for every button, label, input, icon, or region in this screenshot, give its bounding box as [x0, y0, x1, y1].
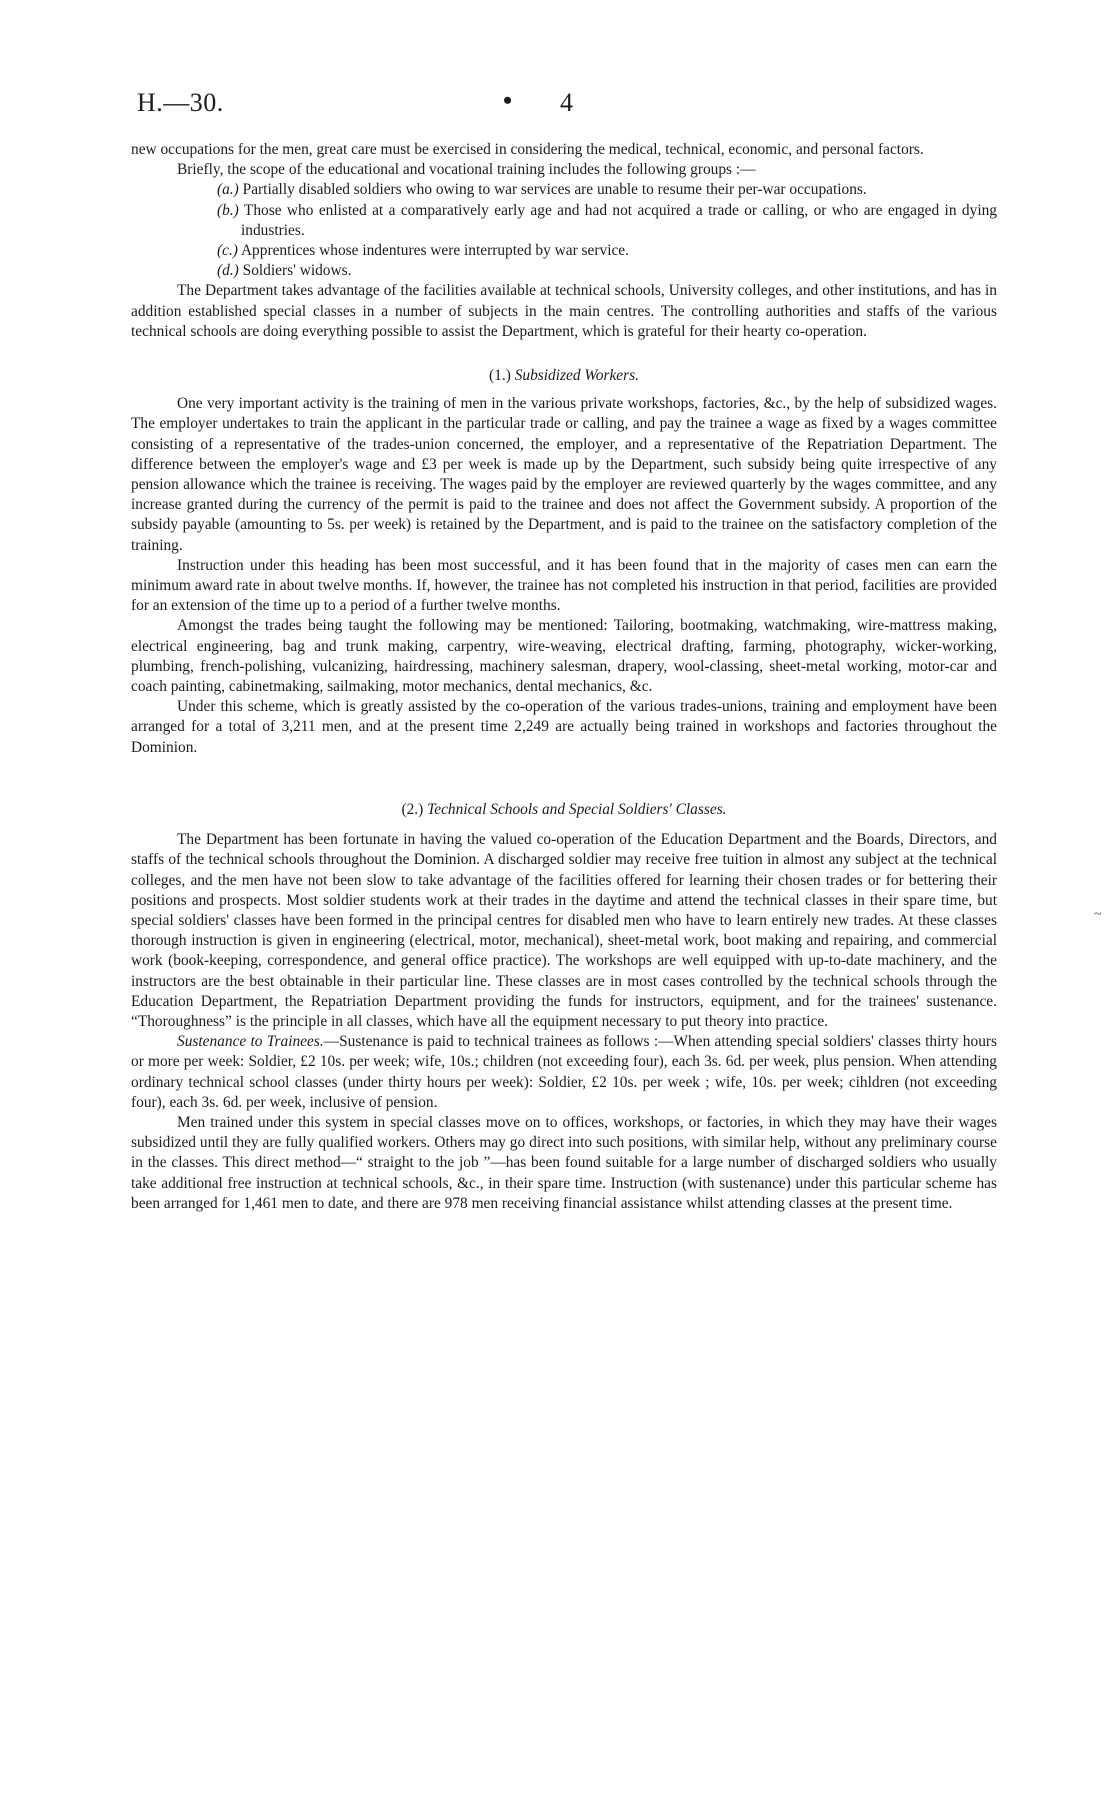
- paragraph: Instruction under this heading has been most successful, and it has been found that in the majority of cases men can earn the minimum award rate in about twelve months. If, however, the trainee has not completed his instruction in that period, facilities are provided for an extension of the time up to a period of a further twelve months.: [131, 556, 997, 615]
- list-text: Partially disabled soldiers who owing to war services are unable to resume their per-war occupations.: [242, 181, 867, 199]
- list-text: Those who enlisted at a comparatively early age and had not acquired a trade or calling, or who are engaged in dying industries.: [241, 201, 997, 239]
- section-title: Subsidized Workers.: [514, 367, 639, 385]
- continuation-paragraph: new occupations for the men, great care must be exercised in considering the medical, technical, economic, and personal factors.: [131, 141, 924, 158]
- paragraph: The Department has been fortunate in having the valued co-operation of the Education Department and the Boards, Directors, and staffs of the technical schools throughout the Dominion. A discharged soldier may receive free tuition in almost any subject at the technical colleges, and the men have not been slow to take advantage of the facilities offered for learning their chosen trades or for bettering their positions and prospects. Most soldier students work at their trades in the daytime and attend the technical classes in their spare time, but special soldiers' classes have been formed in the principal centres for disabled men who have to learn entirely new trades. At these classes thorough instruction is given in engineering (electrical, motor, mechanical), sheet-metal work, boot making and repairing, and commercial work (book-keeping, correspondence, and general office practice). The workshops are well equipped with up-to-date machinery, and the instructors are the best obtainable in their particular line. These classes are in most cases controlled by the technical schools through the Education Department, the Repatriation Department providing the funds for instructors, equipment, and for the trainees' sustenance. “Thoroughness” is the principle in all classes, which have all the equipment necessary to put theory into practice.: [131, 831, 997, 1030]
- paragraph: One very important activity is the training of men in the various private workshops, factories, &c., by the help of subsidized wages. The employer undertakes to train the applicant in the particular trade or calling, and pay the trainee a wage as fixed by a wages committee consisting of a representative of the trades-union concerned, the employer, and a representative of the Repatriation Department. The difference between the employer's wage and £3 per week is made up by the Department, such subsidy being quite irrespective of any pension allowance which the trainee is receiving. The wages paid by the employer are reviewed quarterly by the wages committee, and any increase granted during the currency of the permit is paid to the trainee and does not affect the Government subsidy. A proportion of the subsidy payable (amounting to 5s. per week) is retained by the Department, and is paid to the trainee on the satisfactory completion of the training.: [131, 395, 997, 554]
- list-item: [131, 241, 997, 261]
- section-number: (2.): [401, 800, 424, 818]
- section-heading-subsidized-workers: [131, 366, 997, 386]
- list-marker: (c.): [217, 242, 238, 260]
- list-text: Soldiers' widows.: [242, 262, 352, 280]
- header-dot: •: [503, 86, 513, 115]
- sustenance-text: —Sustenance is paid to technical trainees as follows :—When attending special soldiers' classes thirty hours or more per week: Soldier, £2 10s. per week; wife, 10s.; children (not exceeding four), each 3s. 6d. per week, plus pension. When attending ordinary technical school classes (under thirty hours per week): Soldier, £2 10s. per week ; wife, 10s. per week; cihldren (not exceeding four), each 3s. 6d. per week, inclusive of pension.: [131, 1033, 997, 1111]
- run-in-heading: Sustenance to Trainees.: [177, 1033, 324, 1051]
- section-heading-technical-schools: [131, 800, 997, 820]
- section-title: Technical Schools and Special Soldiers' Classes.: [427, 800, 727, 818]
- sustenance-paragraph: [131, 1032, 997, 1113]
- page-reference: H.—30.: [137, 88, 224, 117]
- page-number: 4: [560, 88, 573, 117]
- list-text: Apprentices whose indentures were interrupted by war service.: [240, 242, 629, 260]
- final-paragraph: Men trained under this system in special classes move on to offices, workshops, or factories, in which they may have their wages subsidized until they are fully qualified workers. Others may go direct into such positions, with similar help, without any preliminary course in the classes. This direct method—“ straight to the job ”—has been found suitable for a large number of discharged soldiers who usually take additional free instruction at technical schools, &c., in their spare time. Instruction (with sustenance) under this particular scheme has been arranged for 1,461 men to date, and there are 978 men receiving financial assistance whilst attending classes at the present time.: [131, 1113, 997, 1212]
- list-item: [131, 261, 997, 281]
- section-number: (1.): [489, 367, 511, 385]
- list-marker: (a.): [217, 181, 239, 199]
- margin-mark: ~: [1094, 907, 1102, 922]
- list-marker: (b.): [217, 201, 239, 219]
- document-body: [131, 140, 997, 1214]
- paragraph: Under this scheme, which is greatly assisted by the co-operation of the various trades-unions, training and employment have been arranged for a total of 3,211 men, and at the present time 2,249 are actually being trained in workshops and factories throughout the Dominion.: [131, 698, 997, 756]
- groups-list: [131, 180, 997, 281]
- list-item: [131, 201, 997, 241]
- scope-sentence: Briefly, the scope of the educational and vocational training includes the following groups :—: [177, 161, 756, 179]
- paragraph: Amongst the trades being taught the following may be mentioned: Tailoring, bootmaking, watchmaking, wire-mattress making, electrical engineering, bag and trunk making, carpentry, wire-weaving, electrical drafting, farming, photography, wicker-working, plumbing, french-polishing, vulcanizing, hairdressing, machinery salesman, drapery, wool-classing, sheet-metal working, motor-car and coach painting, cabinetmaking, sailmaking, motor mechanics, dental mechanics, &c.: [131, 617, 997, 696]
- facilities-paragraph: The Department takes advantage of the facilities available at technical schools, University colleges, and other institutions, and has in addition established special classes in a number of subjects in the main centres. The controlling authorities and staffs of the various technical schools are doing everything possible to assist the Department, which is grateful for their hearty co-operation.: [131, 282, 997, 340]
- list-marker: (d.): [217, 262, 239, 280]
- list-item: [131, 180, 997, 200]
